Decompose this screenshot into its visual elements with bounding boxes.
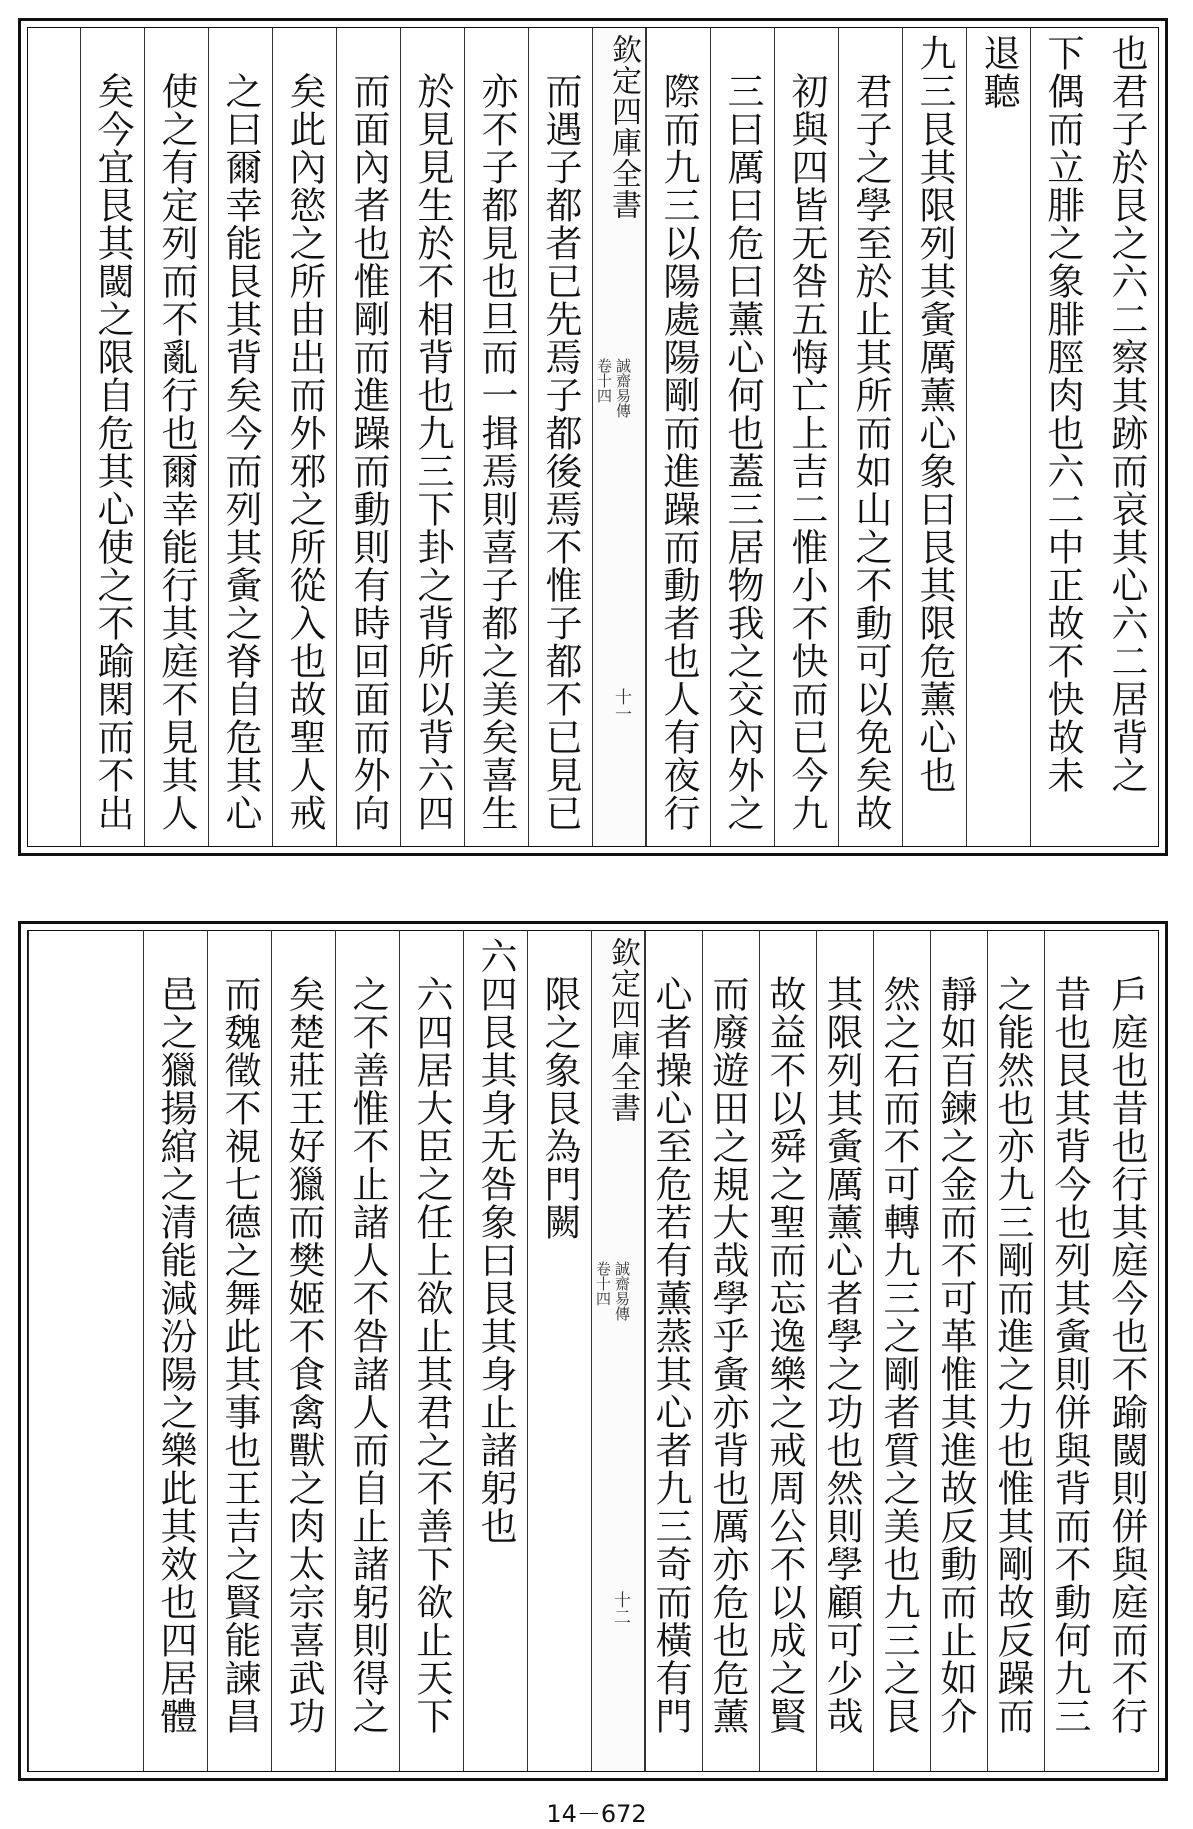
text-column bbox=[143, 931, 207, 1771]
column-text: 也君子於艮之六二察其跡而哀其心六二居背之 bbox=[1105, 34, 1148, 794]
bottom-page bbox=[18, 921, 1168, 1781]
column-text: 矣今宜艮其閾之限自危其心使之不踰閑而不出 bbox=[91, 72, 134, 832]
text-column bbox=[966, 28, 1030, 846]
text-column bbox=[208, 28, 272, 846]
column-text: 於見見生於不相背也九三下卦之背所以背六四 bbox=[411, 72, 454, 832]
column-text: 矣此內慾之所由出而外邪之所從入也故聖人戒 bbox=[283, 72, 326, 832]
text-column bbox=[930, 931, 987, 1771]
text-column bbox=[335, 931, 399, 1771]
column-text: 而魏徵不視七德之舞此其事也王吉之賢能諫昌 bbox=[218, 975, 261, 1735]
column-text: 君子之學至於止其所而如山之不動可以免矣故 bbox=[849, 72, 892, 832]
text-column bbox=[987, 931, 1044, 1771]
column-text: 邑之獵揚綰之清能減汾陽之樂此其效也四居體 bbox=[154, 975, 197, 1735]
text-column bbox=[902, 28, 966, 846]
center-volume: 卷十四 bbox=[595, 358, 613, 403]
column-text: 而廢遊田之規大哉學乎夤亦背也厲亦危也危薰 bbox=[706, 975, 749, 1735]
column-text: 昔也艮其背今也列其夤則併與背而不動何九三 bbox=[1048, 975, 1091, 1735]
text-column bbox=[1094, 931, 1158, 1771]
text-column bbox=[528, 28, 592, 846]
folio-number: 十二 bbox=[610, 1591, 630, 1625]
column-text: 下偶而立腓之象腓脛肉也六二中正故不快故未 bbox=[1041, 34, 1084, 794]
column-text: 其限列其夤厲薰心者學之功也然則學顧可少哉 bbox=[820, 975, 863, 1735]
column-text: 使之有定列而不亂行也爾幸能行其庭不見其人 bbox=[155, 72, 198, 832]
column-text: 之曰爾幸能艮其背矣今而列其夤之脊自危其心 bbox=[219, 72, 262, 832]
column-text: 三曰厲曰危曰薰心何也蓋三居物我之交內外之 bbox=[721, 72, 764, 832]
text-column bbox=[400, 28, 464, 846]
empty-column bbox=[28, 931, 143, 1771]
column-text: 六四艮其身无咎象曰艮其身止諸躬也 bbox=[474, 937, 517, 1545]
text-column bbox=[645, 931, 702, 1771]
text-column bbox=[1044, 931, 1101, 1771]
text-column bbox=[873, 931, 930, 1771]
text-column bbox=[838, 28, 902, 846]
page-number: 14－672 bbox=[546, 1800, 647, 1828]
column-text: 九三艮其限列其夤厲薰心象曰艮其限危薰心也 bbox=[913, 34, 956, 794]
text-column bbox=[144, 28, 208, 846]
text-column bbox=[272, 28, 336, 846]
center-volume: 卷十四 bbox=[594, 1261, 612, 1306]
column-text: 之不善惟不止諸人不咎諸人而自止諸躬則得之 bbox=[346, 975, 389, 1735]
column-text: 心者操心至危若有薰蒸其心者九三奇而橫有門 bbox=[649, 975, 692, 1735]
column-text: 然之石而不可轉九三之剛者質之美也九三之艮 bbox=[877, 975, 920, 1735]
text-column bbox=[80, 28, 144, 846]
column-text: 際而九三以陽處陽剛而進躁而動者也人有夜行 bbox=[657, 72, 700, 832]
text-column bbox=[646, 28, 710, 846]
column-text: 限之象艮為門闕 bbox=[538, 975, 581, 1241]
center-title: 欽定四庫全書 bbox=[606, 34, 641, 220]
text-column bbox=[1094, 28, 1158, 846]
column-text: 戶庭也昔也行其庭今也不踰閾則併與庭而不行 bbox=[1105, 975, 1148, 1735]
column-text: 亦不子都見也旦而一揖焉則喜子都之美矣喜生 bbox=[475, 72, 518, 832]
center-fold bbox=[592, 28, 646, 846]
top-page bbox=[18, 18, 1168, 856]
column-text: 矣楚莊王好獵而樊姬不食禽獸之肉太宗喜武功 bbox=[282, 975, 325, 1735]
column-text: 退聽 bbox=[977, 34, 1020, 110]
center-title: 欽定四庫全書 bbox=[605, 937, 640, 1123]
bottom-page-frame bbox=[27, 930, 1159, 1772]
top-page-frame bbox=[27, 27, 1159, 847]
column-text: 初與四皆无咎五悔亡上吉二惟小不快而已今九 bbox=[785, 72, 828, 832]
text-column bbox=[271, 931, 335, 1771]
text-column bbox=[336, 28, 400, 846]
text-column bbox=[816, 931, 873, 1771]
text-column bbox=[399, 931, 463, 1771]
text-column bbox=[774, 28, 838, 846]
text-column bbox=[759, 931, 816, 1771]
text-column bbox=[463, 931, 527, 1771]
text-column bbox=[1030, 28, 1094, 846]
column-text: 故益不以舜之聖而忘逸樂之戒周公不以成之賢 bbox=[763, 975, 806, 1735]
column-text: 而面內者也惟剛而進躁而動則有時回面而外向 bbox=[347, 72, 390, 832]
column-text: 靜如百鍊之金而不可革惟其進故反動而止如介 bbox=[934, 975, 977, 1735]
column-text: 六四居大臣之任上欲止其君之不善下欲止天下 bbox=[410, 975, 453, 1735]
center-book-title: 誠齋易傳 bbox=[614, 358, 632, 418]
column-text: 之能然也亦九三剛而進之力也惟其剛故反躁而 bbox=[991, 975, 1034, 1735]
text-column bbox=[527, 931, 591, 1771]
text-column bbox=[710, 28, 774, 846]
column-text: 而遇子都者已先焉子都後焉不惟子都不已見已 bbox=[539, 72, 582, 832]
center-fold bbox=[591, 931, 645, 1771]
center-book-title: 誠齋易傳 bbox=[613, 1261, 631, 1321]
text-column bbox=[207, 931, 271, 1771]
folio-number: 十一 bbox=[611, 688, 631, 722]
text-column bbox=[464, 28, 528, 846]
text-column bbox=[702, 931, 759, 1771]
